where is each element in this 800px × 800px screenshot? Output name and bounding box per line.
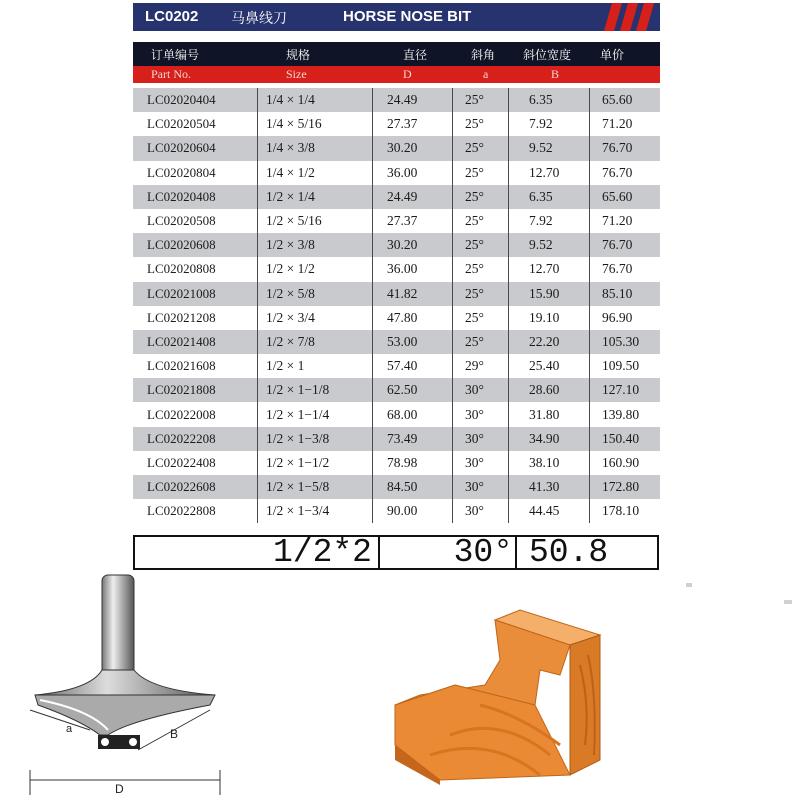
table-cell: 65.60	[602, 92, 633, 108]
table-cell: 47.80	[373, 306, 453, 330]
table-cell: 9.52	[509, 233, 590, 257]
table-cell: 12.70	[509, 161, 590, 185]
table-cell: 1/4 × 5/16	[258, 112, 373, 136]
table-cell: 1/2 × 3/4	[258, 306, 373, 330]
extra-size: 1/2*2	[135, 537, 380, 568]
table-cell: 84.50	[373, 475, 453, 499]
table-row	[133, 88, 660, 112]
table-cell: 1/2 × 1−3/4	[258, 499, 373, 523]
table-cell: 1/2 × 1−3/8	[258, 427, 373, 451]
table-cell: 22.20	[509, 330, 590, 354]
extra-angle: 30°	[380, 537, 517, 568]
table-cell: 25°	[453, 306, 509, 330]
table-cell: 139.80	[602, 406, 640, 422]
table-cell: 9.52	[509, 136, 590, 160]
table-cell: 29°	[453, 354, 509, 378]
table-cell: LC02022408	[133, 451, 258, 475]
table-cell: 30.20	[373, 233, 453, 257]
table-cell: 71.20	[602, 116, 633, 132]
table-row	[133, 378, 660, 402]
table-cell: 76.70	[602, 164, 633, 180]
table-cell: 1/2 × 5/16	[258, 209, 373, 233]
table-cell: 1/2 × 1/4	[258, 185, 373, 209]
col-header-en	[590, 66, 660, 83]
table-cell: 1/2 × 7/8	[258, 330, 373, 354]
table-cell: LC02020504	[133, 112, 258, 136]
label-d: D	[115, 782, 124, 796]
table-cell: 30°	[453, 402, 509, 426]
wood-profile-illustration	[390, 595, 610, 785]
table-cell: 6.35	[509, 185, 590, 209]
table-row	[133, 161, 660, 185]
table-cell: LC02020804	[133, 161, 258, 185]
table-row	[133, 233, 660, 257]
table-cell: 78.98	[373, 451, 453, 475]
col-header-en: Size	[286, 67, 307, 81]
table-cell: 1/2 × 1−5/8	[258, 475, 373, 499]
table-cell: LC02020404	[133, 88, 258, 112]
table-cell: LC02020808	[133, 257, 258, 281]
table-cell: 25°	[453, 161, 509, 185]
table-cell: 36.00	[373, 257, 453, 281]
col-header-zh: 规格	[286, 47, 311, 62]
label-b: B	[170, 727, 179, 741]
table-row	[133, 306, 660, 330]
table-row	[133, 427, 660, 451]
product-name-en: HORSE NOSE BIT	[343, 8, 472, 25]
col-header-zh: 斜角	[471, 47, 496, 62]
table-cell: 24.49	[373, 185, 453, 209]
table-cell: 1/2 × 1−1/2	[258, 451, 373, 475]
table-row	[133, 257, 660, 281]
table-cell: LC02022008	[133, 402, 258, 426]
table-cell: 160.90	[602, 454, 640, 470]
table-cell: LC02021008	[133, 282, 258, 306]
table-cell: LC02020604	[133, 136, 258, 160]
header-row-en	[133, 66, 660, 83]
table-cell: 73.49	[373, 427, 453, 451]
table-cell: 85.10	[602, 285, 633, 301]
table-cell: 53.00	[373, 330, 453, 354]
table-row	[133, 112, 660, 136]
margin-mark	[784, 600, 792, 604]
table-cell: 25°	[453, 112, 509, 136]
table-cell: 27.37	[373, 209, 453, 233]
table-cell: LC02021408	[133, 330, 258, 354]
table-cell: 12.70	[509, 257, 590, 281]
table-row	[133, 354, 660, 378]
table-cell: 1/2 × 1−1/4	[258, 402, 373, 426]
product-code: LC0202	[145, 8, 199, 25]
table-cell: 30°	[453, 451, 509, 475]
table-row	[133, 402, 660, 426]
table-cell: 76.70	[602, 237, 633, 253]
table-cell: 7.92	[509, 209, 590, 233]
col-header-zh: 斜位宽度	[523, 47, 572, 62]
table-cell: 109.50	[602, 358, 640, 374]
title-banner	[133, 3, 660, 31]
table-cell: LC02020608	[133, 233, 258, 257]
table-cell: 30°	[453, 499, 509, 523]
table-cell: LC02021608	[133, 354, 258, 378]
table-cell: 57.40	[373, 354, 453, 378]
table-cell: 96.90	[602, 309, 633, 325]
table-cell: 25°	[453, 209, 509, 233]
table-row	[133, 451, 660, 475]
table-cell: 19.10	[509, 306, 590, 330]
table-cell: 30°	[453, 475, 509, 499]
table-cell: 41.82	[373, 282, 453, 306]
col-header-zh: 直径	[403, 47, 428, 62]
table-cell: 25°	[453, 233, 509, 257]
table-cell: 172.80	[602, 479, 640, 495]
table-cell: 62.50	[373, 378, 453, 402]
extra-row	[133, 535, 659, 570]
table-cell: 34.90	[509, 427, 590, 451]
table-cell: LC02022208	[133, 427, 258, 451]
table-row	[133, 499, 660, 523]
table-cell: 25°	[453, 136, 509, 160]
table-cell: 76.70	[602, 140, 633, 156]
table-cell: 1/4 × 3/8	[258, 136, 373, 160]
table-cell: 30°	[453, 378, 509, 402]
table-cell: 25°	[453, 185, 509, 209]
margin-mark	[686, 583, 692, 587]
col-header-zh: 单价	[600, 47, 625, 62]
label-a: a	[66, 723, 73, 735]
table-cell: 1/4 × 1/2	[258, 161, 373, 185]
table-cell: LC02020408	[133, 185, 258, 209]
table-cell: 31.80	[509, 402, 590, 426]
router-bit-diagram	[20, 570, 270, 800]
table-row	[133, 330, 660, 354]
table-cell: 178.10	[602, 503, 640, 519]
extra-width: 50.8	[529, 534, 609, 571]
table-cell: 28.60	[509, 378, 590, 402]
table-cell: 25.40	[509, 354, 590, 378]
table-cell: 90.00	[373, 499, 453, 523]
table-cell: 25°	[453, 282, 509, 306]
table-cell: 127.10	[602, 382, 640, 398]
table-cell: 1/2 × 1	[258, 354, 373, 378]
table-cell: LC02021808	[133, 378, 258, 402]
table-cell: 65.60	[602, 188, 633, 204]
table-cell: 36.00	[373, 161, 453, 185]
spec-table	[133, 88, 660, 523]
table-cell: 1/2 × 3/8	[258, 233, 373, 257]
table-cell: 68.00	[373, 402, 453, 426]
table-cell: 1/2 × 5/8	[258, 282, 373, 306]
table-cell: 44.45	[509, 499, 590, 523]
table-cell: LC02022808	[133, 499, 258, 523]
table-cell: 150.40	[602, 430, 640, 446]
table-cell: 27.37	[373, 112, 453, 136]
table-cell: 1/4 × 1/4	[258, 88, 373, 112]
table-cell: 6.35	[509, 88, 590, 112]
col-header-zh: 订单编号	[151, 47, 200, 62]
table-cell: LC02020508	[133, 209, 258, 233]
col-header-en: Part No.	[151, 67, 191, 81]
table-row	[133, 185, 660, 209]
product-name-zh: 马鼻线刀	[231, 11, 287, 27]
table-cell: 30°	[453, 427, 509, 451]
col-header-en: B	[551, 67, 560, 81]
table-cell: 38.10	[509, 451, 590, 475]
table-row	[133, 475, 660, 499]
table-cell: 1/2 × 1/2	[258, 257, 373, 281]
table-cell: LC02022608	[133, 475, 258, 499]
table-cell: 25°	[453, 257, 509, 281]
table-cell: 1/2 × 1−1/8	[258, 378, 373, 402]
table-cell: 30.20	[373, 136, 453, 160]
table-cell: 15.90	[509, 282, 590, 306]
table-row	[133, 282, 660, 306]
table-row	[133, 209, 660, 233]
table-cell: 25°	[453, 88, 509, 112]
col-header-en: a	[483, 67, 489, 81]
table-cell: 105.30	[602, 333, 640, 349]
table-cell: LC02021208	[133, 306, 258, 330]
table-cell: 41.30	[509, 475, 590, 499]
table-cell: 76.70	[602, 261, 633, 277]
table-cell: 24.49	[373, 88, 453, 112]
table-cell: 7.92	[509, 112, 590, 136]
table-cell: 71.20	[602, 213, 633, 229]
table-cell: 25°	[453, 330, 509, 354]
header-row-zh	[133, 42, 660, 66]
col-header-en: D	[403, 67, 412, 81]
banner-stripes	[604, 3, 654, 31]
table-row	[133, 136, 660, 160]
